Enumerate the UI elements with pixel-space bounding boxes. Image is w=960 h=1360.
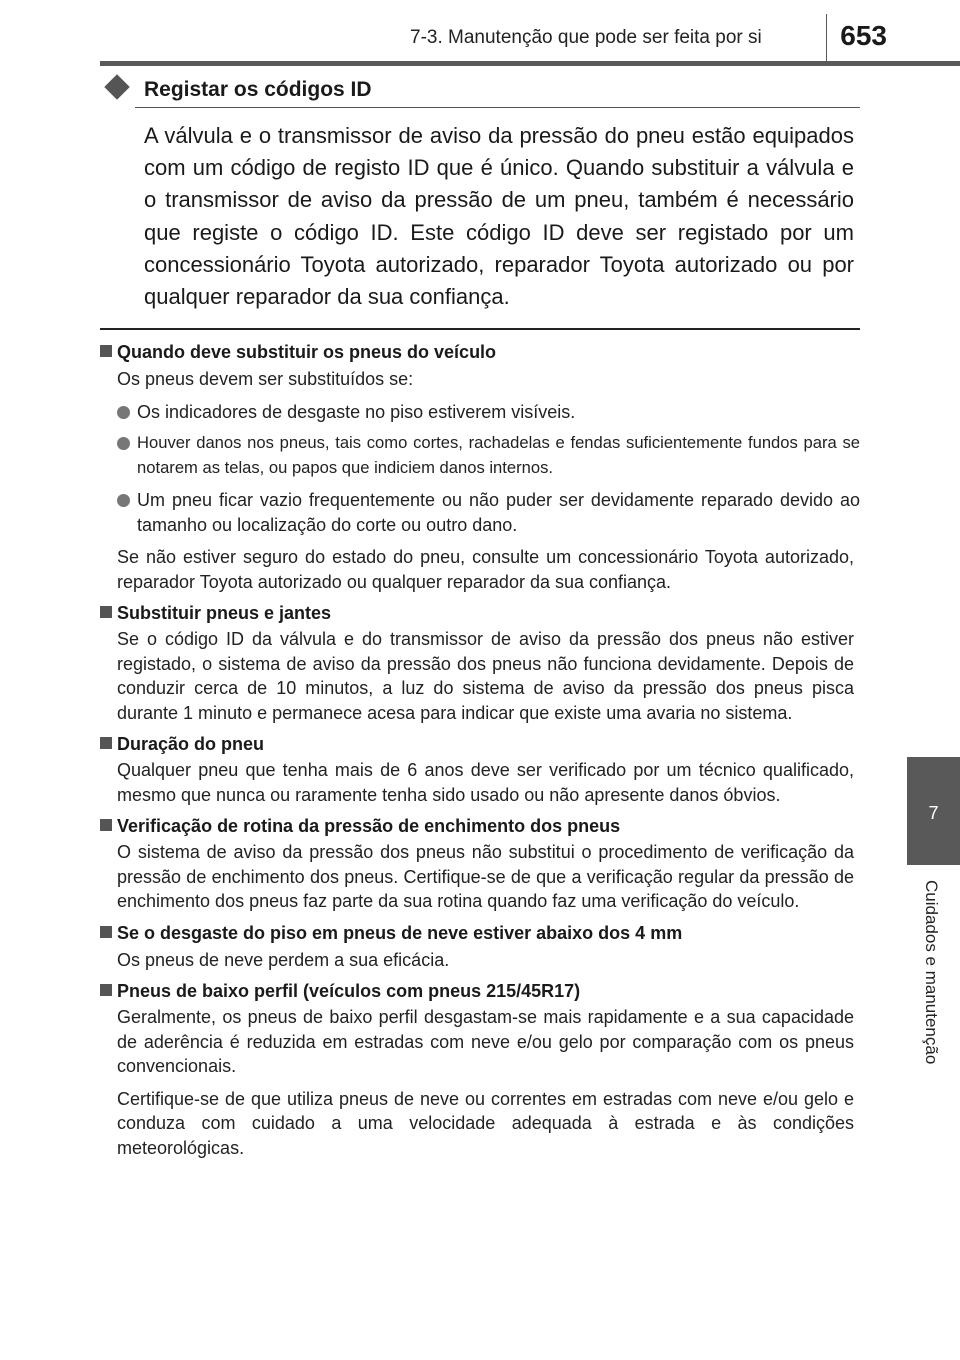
page-number: 653: [840, 20, 887, 51]
circle-bullet-icon: [117, 494, 130, 507]
square-bullet-icon: [100, 926, 112, 938]
item-heading: Se o desgaste do piso em pneus de neve estiver abaixo dos 4 mm: [100, 921, 860, 945]
item-heading: Substituir pneus e jantes: [100, 601, 860, 625]
section-rule: [135, 107, 860, 108]
square-bullet-icon: [100, 345, 112, 357]
list-item: Os indicadores de desgaste no piso estiverem visíveis.: [117, 400, 860, 425]
item-text: Os pneus devem ser substituídos se:: [117, 369, 414, 389]
chapter-number: 7: [928, 803, 939, 823]
square-bullet-icon: [100, 737, 112, 749]
item-heading: Pneus de baixo perfil (veículos com pneus 215/45R17): [100, 979, 860, 1003]
item-snow-tire-wear: [100, 921, 860, 973]
item-text: Os pneus de neve perdem a sua eficácia.: [117, 949, 450, 970]
section-divider: [100, 328, 860, 330]
circle-bullet-icon: [117, 406, 130, 419]
chapter-label: [917, 880, 947, 1110]
item-text: Se o código ID da válvula e do transmissor de aviso da pressão dos pneus não estiver registado, o sistema de aviso da pressão dos pneus não funciona devidamente. Depois de conduzir cerca de 10 minutos, a luz do sistema de aviso da pressão dos pneus pisca durante 1 minuto e permanece acesa para indicar que existe uma avaria no sistema.: [117, 629, 854, 723]
square-bullet-icon: [100, 984, 112, 996]
item-text: Qualquer pneu que tenha mais de 6 anos deve ser verificado por um técnico qualificado, mesmo que nunca ou raramente tenha sido usado ou não apresente danos óbvios.: [117, 760, 854, 805]
item-tire-replacement: [100, 340, 860, 594]
chapter-tab: [907, 757, 960, 865]
circle-bullet-icon: [117, 437, 130, 450]
section-title: Registar os códigos ID: [144, 78, 372, 101]
item-heading: Verificação de rotina da pressão de enchimento dos pneus: [100, 814, 860, 838]
section-intro: A válvula e o transmissor de aviso da pressão do pneu estão equipados com um código de registo ID que é único. Quando substituir a válvula e o transmissor de aviso da pressão de um pneu, também é necessário que registe o código ID. Este código ID deve ser registado por um concessionário Toyota autorizado, reparador Toyota autorizado ou por qualquer reparador da sua confiança.: [144, 123, 854, 310]
square-bullet-icon: [100, 606, 112, 618]
list-item: Um pneu ficar vazio frequentemente ou não puder ser devidamente reparado devido ao tamanho ou localização do corte ou outro dano.: [117, 488, 860, 537]
item-text: Certifique-se de que utiliza pneus de neve ou correntes em estradas com neve e/ou gelo e conduza com cuidado a uma velocidade adequada à estrada e às condições meteorológicas.: [117, 1088, 854, 1158]
item-low-profile: [100, 979, 860, 1160]
diamond-icon: [104, 74, 129, 99]
item-tires-wheels: [100, 601, 860, 725]
item-text: Se não estiver seguro do estado do pneu, consulte um concessionário Toyota autorizado, reparador Toyota autorizado ou qualquer reparador da sua confiança.: [117, 547, 854, 592]
header-divider: [826, 14, 827, 61]
list-item: Houver danos nos pneus, tais como cortes, rachadelas e fendas suficientemente fundos para se notarem as telas, ou papos que indiciem danos internos.: [117, 431, 860, 480]
square-bullet-icon: [100, 819, 112, 831]
item-text: Geralmente, os pneus de baixo perfil desgastam-se mais rapidamente e a sua capacidade de aderência é reduzida em estradas com neve e/ou gelo por comparação com os pneus convencionais.: [117, 1007, 854, 1076]
item-heading: Quando deve substituir os pneus do veículo: [100, 340, 860, 364]
header-section-title: 7-3. Manutenção que pode ser feita por si: [410, 27, 762, 48]
header-rule: [100, 61, 960, 66]
item-pressure-check: [100, 814, 860, 914]
content-body: [100, 340, 860, 1160]
item-heading: Duração do pneu: [100, 732, 860, 756]
chapter-title: Cuidados e manutenção: [922, 880, 941, 1065]
item-tire-life: [100, 732, 860, 807]
item-text: O sistema de aviso da pressão dos pneus não substitui o procedimento de verificação da pressão de enchimento dos pneus. Certifique-se de que a verificação regular da pressão de enchimento dos pneus faz parte da sua rotina quando faz uma verificação do veículo.: [117, 842, 854, 911]
